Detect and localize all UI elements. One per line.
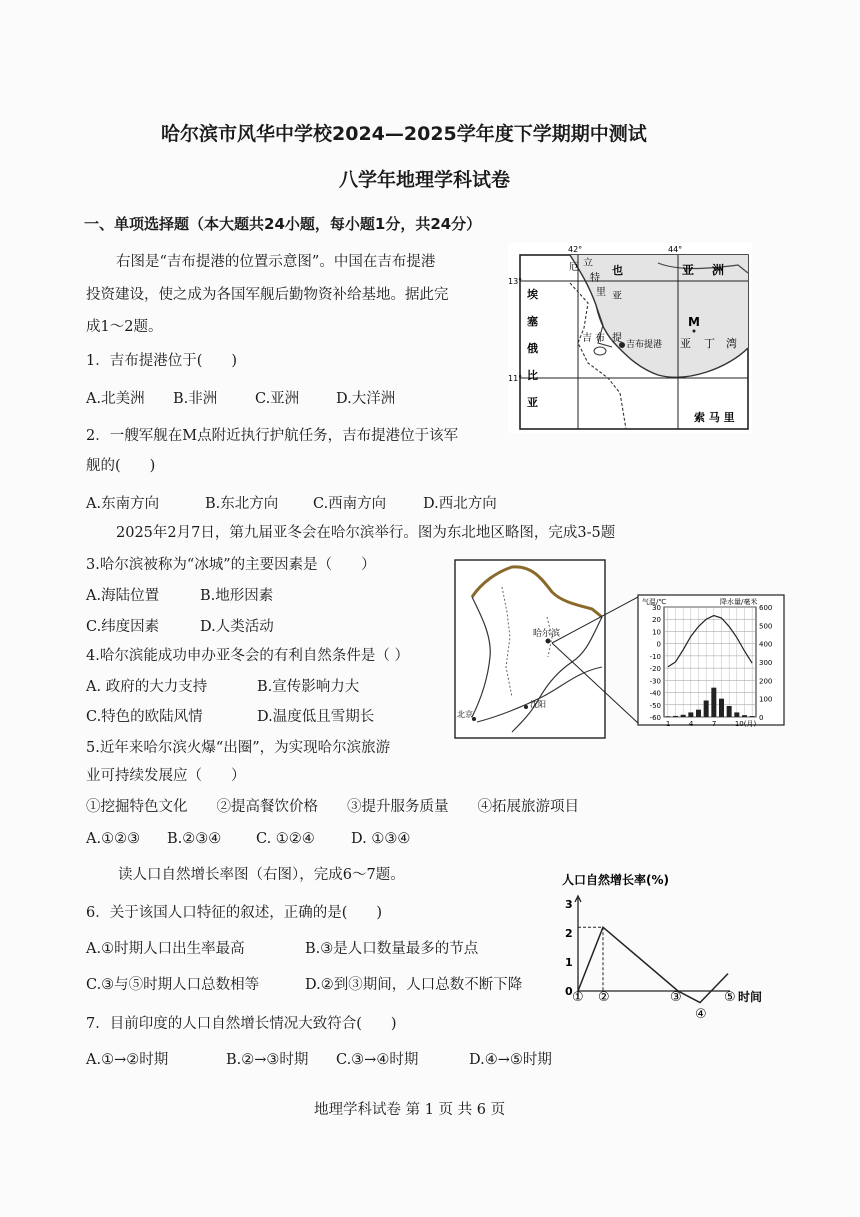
option-a: A.①②③ xyxy=(86,831,141,847)
option-c: C.特色的欧陆风情 xyxy=(86,709,203,725)
statement-options: ①挖掘特色文化 ②提高餐饮价格 ③提升服务质量 ④拓展旅游项目 xyxy=(86,799,579,815)
month-tick-label: 1 xyxy=(665,720,671,728)
time-node-label: ⑤ xyxy=(724,990,736,1005)
passage-line: 2025年2月7日，第九届亚冬会在哈尔滨举行。图为东北地区略图，完成3-5题 xyxy=(116,525,616,541)
temp-tick-label: -10 xyxy=(649,652,661,661)
lon-label-42: 42° xyxy=(568,245,583,254)
section-heading: 一、单项选择题（本大题共24小题，每小题1分，共24分） xyxy=(84,215,482,233)
djibouti-char: 布 xyxy=(595,333,605,344)
eritrea-char: 亚 xyxy=(612,291,622,302)
precip-bar xyxy=(750,716,755,717)
precip-bar xyxy=(681,715,686,717)
port-label: 吉布提港 xyxy=(626,340,663,350)
question-stem: 2．一艘军舰在M点附近执行护航任务，吉布提港位于该军 xyxy=(86,428,459,444)
temp-axis-title: 气温/℃ xyxy=(642,598,667,606)
exam-subtitle: 八学年地理学科试卷 xyxy=(339,169,511,191)
option-d: D. ①③④ xyxy=(351,831,411,847)
precip-bar xyxy=(688,712,693,717)
point-m-dot xyxy=(693,330,696,333)
option-c: C.西南方向 xyxy=(313,496,387,512)
temp-tick-label: -30 xyxy=(649,677,661,686)
precip-bar xyxy=(742,715,747,717)
lon-label-44: 44° xyxy=(668,245,683,254)
option-c: C. ①②④ xyxy=(256,831,315,847)
option-d: D.②到③期间，人口总数不断下降 xyxy=(305,977,523,993)
beijing-label: 北京 xyxy=(457,710,473,719)
option-a: A.海陆位置 xyxy=(86,588,160,604)
option-b: B.宣传影响力大 xyxy=(257,679,360,695)
option-b: B.地形因素 xyxy=(200,588,274,604)
map-frame xyxy=(455,560,605,738)
x-axis-label: 时间 xyxy=(738,990,763,1004)
month-tick-label: 10(月) xyxy=(734,720,757,728)
asia-char: 洲 xyxy=(712,263,725,277)
precip-bar xyxy=(719,699,724,717)
question-stem: 舰的( ) xyxy=(86,458,156,474)
lat-label-11: 11° xyxy=(508,374,523,383)
temp-tick-label: -20 xyxy=(649,665,661,674)
northeast-china-map xyxy=(452,557,787,742)
option-a: A.①时期人口出生率最高 xyxy=(86,941,245,957)
passage-line: 读人口自然增长率图（右图），完成6～7题。 xyxy=(118,867,405,883)
option-d: D.大洋洲 xyxy=(336,391,396,407)
option-a: A. 政府的大力支持 xyxy=(86,679,208,695)
temp-tick-label: -60 xyxy=(649,714,661,722)
ethiopia-char: 埃 xyxy=(527,288,538,301)
precip-axis-title: 降水量/毫米 xyxy=(720,598,758,606)
temp-tick-label: -40 xyxy=(649,689,661,698)
pop-chart-group xyxy=(562,872,762,1020)
eritrea-char: 里 xyxy=(596,287,606,298)
harbin-dot xyxy=(546,639,551,644)
option-a: A.北美洲 xyxy=(86,391,145,407)
y-tick-label: 1 xyxy=(565,956,573,969)
precip-tick-label: 400 xyxy=(759,640,773,649)
option-b: B.③是人口数量最多的节点 xyxy=(305,941,479,957)
lat-label-13: 13° xyxy=(508,277,523,286)
ethiopia-char: 比 xyxy=(527,369,538,382)
ethiopia-char: 俄 xyxy=(527,342,538,355)
temp-tick-label: 30 xyxy=(652,604,661,612)
yemen-label: 也 xyxy=(612,264,623,277)
gulf-char: 亚 xyxy=(680,337,691,350)
question-stem: 业可持续发展应（ ） xyxy=(86,768,246,784)
eritrea-char: 特 xyxy=(590,273,600,284)
eritrea-char: 厄 xyxy=(569,262,579,273)
option-b: B.东北方向 xyxy=(205,496,279,512)
gulf-char: 湾 xyxy=(726,337,737,350)
precip-bar xyxy=(665,716,670,717)
y-tick-label: 3 xyxy=(565,898,573,911)
option-c: C.③→④时期 xyxy=(336,1052,419,1068)
djibouti-char: 吉 xyxy=(582,333,592,344)
month-tick-label: 4 xyxy=(688,720,694,728)
asia-char: 亚 xyxy=(682,263,695,277)
harbin-label: 哈尔滨 xyxy=(533,629,561,639)
somalia-label: 索 马 里 xyxy=(694,411,735,424)
option-d: D.西北方向 xyxy=(423,496,497,512)
passage-line: 成1～2题。 xyxy=(86,319,163,335)
precip-tick-label: 600 xyxy=(759,604,773,612)
precip-bar xyxy=(727,706,732,717)
question-stem: 6．关于该国人口特征的叙述，正确的是( ) xyxy=(86,905,383,921)
precip-bar xyxy=(696,710,701,717)
precip-tick-label: 200 xyxy=(759,677,773,686)
gulf-char: 丁 xyxy=(704,337,715,350)
option-a: A.①→②时期 xyxy=(86,1052,169,1068)
month-tick-label: 7 xyxy=(711,720,717,728)
precip-tick-label: 300 xyxy=(759,659,773,667)
precip-bar xyxy=(673,716,678,717)
option-c: C.③与⑤时期人口总数相等 xyxy=(86,977,260,993)
population-growth-chart xyxy=(560,870,780,1020)
option-d: D.④→⑤时期 xyxy=(469,1052,552,1068)
precip-bar xyxy=(711,688,716,717)
option-b: B.②→③时期 xyxy=(226,1052,309,1068)
precip-bar xyxy=(704,701,709,718)
temp-tick-label: 20 xyxy=(652,616,661,625)
y-tick-label: 0 xyxy=(565,985,573,998)
question-stem: 3.哈尔滨被称为“冰城”的主要因素是（ ） xyxy=(86,557,376,573)
exam-title: 哈尔滨市风华中学校2024—2025学年度下学期期中测试 xyxy=(161,123,647,145)
point-m-label: M xyxy=(688,315,700,329)
page-footer: 地理学科试卷 第 1 页 共 6 页 xyxy=(314,1102,506,1118)
temp-tick-label: 0 xyxy=(656,640,661,649)
y-tick-label: 2 xyxy=(565,927,573,940)
shenyang-label: 沈阳 xyxy=(530,700,546,709)
question-stem: 5.近年来哈尔滨火爆“出圈”，为实现哈尔滨旅游 xyxy=(86,740,391,756)
option-d: D.温度低且雪期长 xyxy=(257,709,375,725)
shenyang-dot xyxy=(524,705,528,709)
passage-line: 投资建设，使之成为各国军舰后勤物资补给基地。据此完 xyxy=(86,287,449,303)
precip-tick-label: 500 xyxy=(759,622,773,631)
option-a: A.东南方向 xyxy=(86,496,160,512)
djibouti-map xyxy=(508,243,752,433)
option-c: C.亚洲 xyxy=(255,391,300,407)
chart-title: 人口自然增长率(%) xyxy=(562,873,669,887)
ethiopia-char: 塞 xyxy=(527,315,538,328)
passage-line: 右图是“吉布提港的位置示意图”。中国在吉布提港 xyxy=(116,254,436,270)
ethiopia-char: 亚 xyxy=(527,396,538,409)
precip-tick-label: 0 xyxy=(759,714,764,722)
temp-tick-label: 10 xyxy=(652,628,661,637)
time-node-label: ③ xyxy=(670,990,682,1005)
question-stem: 1．吉布提港位于( ) xyxy=(86,353,238,369)
question-stem: 4.哈尔滨能成功申办亚冬会的有利自然条件是（ ） xyxy=(86,648,409,664)
precip-tick-label: 100 xyxy=(759,695,773,704)
option-c: C.纬度因素 xyxy=(86,619,160,635)
option-b: B.非洲 xyxy=(173,391,218,407)
option-d: D.人类活动 xyxy=(200,619,274,635)
eritrea-char: 立 xyxy=(583,258,593,269)
precip-bar xyxy=(734,712,739,717)
option-b: B.②③④ xyxy=(167,831,222,847)
djibouti-char: 提 xyxy=(612,333,622,344)
time-node-label: ② xyxy=(598,990,610,1005)
time-node-label: ① xyxy=(572,990,584,1005)
temp-tick-label: -50 xyxy=(649,701,661,710)
time-node-label: ④ xyxy=(695,1007,707,1020)
question-stem: 7．目前印度的人口自然增长情况大致符合( ) xyxy=(86,1016,397,1032)
